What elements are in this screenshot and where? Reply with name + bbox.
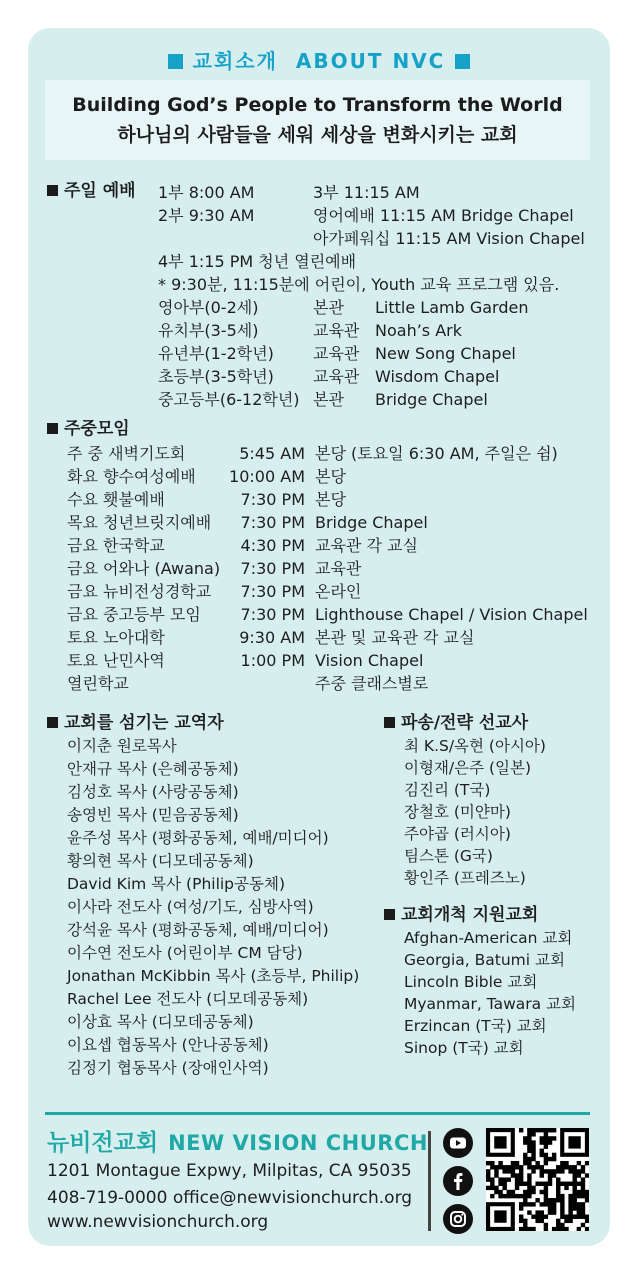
- weekly-place: 본당 (토요일 6:30 AM, 주일은 쉼): [315, 444, 558, 463]
- tagline-korean: 하나님의 사람들을 세워 세상을 변화시키는 교회: [117, 124, 518, 146]
- weekly-name: 화요 향수여성예배: [67, 467, 196, 486]
- weekly-time: 7:30 PM: [240, 605, 305, 624]
- weekly-place: 본당: [315, 490, 346, 509]
- staff-item: 송영빈 목사 (믿음공동체): [67, 806, 239, 824]
- facebook-icon[interactable]: [443, 1166, 473, 1196]
- sunday-worship-title: 주일 예배: [47, 180, 136, 203]
- footer-divider: [45, 1112, 590, 1115]
- weekly-place: 교육관: [315, 559, 362, 578]
- education-room: Noah’s Ark: [375, 321, 462, 340]
- education-building: 본관: [313, 390, 344, 409]
- church-name-english: NEW VISION CHURCH: [168, 1131, 428, 1155]
- weekly-time: 1:00 PM: [240, 651, 305, 670]
- qr-code-icon[interactable]: [486, 1128, 589, 1231]
- weekly-time: 7:30 PM: [240, 513, 305, 532]
- education-dept: 유년부(1-2학년): [158, 344, 274, 363]
- plant-item: Erzincan (T국) 교회: [404, 1017, 547, 1035]
- plant-item: Georgia, Batumi 교회: [404, 951, 565, 969]
- square-icon: [168, 54, 183, 69]
- staff-item: 김성호 목사 (사랑공동체): [67, 783, 239, 801]
- staff-item: 김정기 협동목사 (장애인사역): [67, 1059, 269, 1077]
- missionaries-title: 파송/전략 선교사: [384, 712, 528, 735]
- education-room: New Song Chapel: [375, 344, 516, 363]
- church-name: [47, 1124, 428, 1157]
- education-building: 본관: [313, 298, 344, 317]
- staff-item: David Kim 목사 (Philip공동체): [67, 875, 285, 893]
- square-bullet-icon: [384, 717, 395, 728]
- sunday-service-left: 4부 1:15 PM 청년 열린예배: [158, 252, 357, 271]
- staff-item: 안재규 목사 (은혜공동체): [67, 760, 239, 778]
- education-room: Wisdom Chapel: [375, 367, 500, 386]
- contact-line[interactable]: 408-719-0000 office@newvisionchurch.org: [47, 1188, 413, 1208]
- youtube-icon[interactable]: [443, 1128, 473, 1158]
- education-dept: 유치부(3-5세): [158, 321, 259, 340]
- square-bullet-icon: [384, 909, 395, 920]
- instagram-icon[interactable]: [443, 1204, 473, 1234]
- staff-item: 이요셉 협동목사 (안나공동체): [67, 1036, 269, 1054]
- weekly-place: 본당: [315, 467, 346, 486]
- plant-item: Myanmar, Tawara 교회: [404, 995, 577, 1013]
- weekly-name: 토요 노아대학: [67, 628, 165, 647]
- weekly-place: 주중 클래스별로: [315, 674, 429, 693]
- missionary-item: 김진리 (T국): [404, 781, 491, 799]
- weekly-name: 수요 횃불예배: [67, 490, 165, 509]
- missionary-item: 주야곱 (러시아): [404, 825, 511, 843]
- sunday-service-left: * 9:30분, 11:15분에 어린이, Youth 교육 프로그램 있음.: [158, 275, 560, 294]
- tagline-box: [45, 80, 590, 160]
- missionary-item: 팀스톤 (G국): [404, 847, 493, 865]
- weekly-name: 금요 중고등부 모임: [67, 605, 201, 624]
- education-building: 교육관: [313, 367, 360, 386]
- staff-item: 이사라 전도사 (여성/기도, 심방사역): [67, 898, 314, 916]
- sunday-service-right: 영어예배 11:15 AM Bridge Chapel: [313, 206, 574, 225]
- weekly-place: Vision Chapel: [315, 651, 424, 670]
- staff-item: 황의현 목사 (디모데공동체): [67, 852, 254, 870]
- weekly-time: 7:30 PM: [240, 559, 305, 578]
- missionary-item: 황인주 (프레즈노): [404, 869, 526, 887]
- weekly-place: 온라인: [315, 582, 362, 601]
- weekly-time: 10:00 AM: [229, 467, 305, 486]
- staff-item: 강석윤 목사 (평화공동체, 예배/미디어): [67, 921, 329, 939]
- weekly-place: Bridge Chapel: [315, 513, 428, 532]
- section-header: [0, 45, 638, 74]
- tagline-english: Building God’s People to Transform the World: [72, 94, 563, 116]
- sunday-service-right: 3부 11:15 AM: [313, 183, 420, 202]
- weekly-name: 금요 뉴비전성경학교: [67, 582, 212, 601]
- weekly-time: 7:30 PM: [240, 582, 305, 601]
- weekly-time: 7:30 PM: [240, 490, 305, 509]
- weekly-name: 열린학교: [67, 674, 129, 693]
- square-bullet-icon: [47, 185, 58, 196]
- education-room: Little Lamb Garden: [375, 298, 529, 317]
- staff-item: 윤주성 목사 (평화공동체, 예배/미디어): [67, 829, 329, 847]
- education-dept: 영아부(0-2세): [158, 298, 259, 317]
- footer-separator: [428, 1131, 431, 1231]
- staff-item: Rachel Lee 전도사 (디모데공동체): [67, 990, 309, 1008]
- website-link[interactable]: www.newvisionchurch.org: [47, 1212, 269, 1232]
- weekly-name: 주 중 새벽기도회: [67, 444, 186, 463]
- address: 1201 Montague Expwy, Milpitas, CA 95035: [47, 1161, 412, 1181]
- weekly-name: 금요 한국학교: [67, 536, 165, 555]
- education-dept: 중고등부(6-12학년): [158, 390, 300, 409]
- plant-item: Lincoln Bible 교회: [404, 973, 538, 991]
- weekly-name: 목요 청년브릿지예배: [67, 513, 212, 532]
- education-room: Bridge Chapel: [375, 390, 488, 409]
- weekly-name: 토요 난민사역: [67, 651, 165, 670]
- weekly-place: Lighthouse Chapel / Vision Chapel: [315, 605, 588, 624]
- staff-item: 이상효 목사 (디모데공동체): [67, 1013, 254, 1031]
- missionary-item: 이형재/은주 (일본): [404, 759, 532, 777]
- staff-item: 이지춘 원로목사: [67, 737, 177, 755]
- header-korean: 교회소개: [192, 49, 278, 73]
- weekly-name: 금요 어와나 (Awana): [67, 559, 221, 578]
- staff-title: 교회를 섬기는 교역자: [47, 712, 224, 735]
- weekly-title: 주중모임: [47, 418, 130, 441]
- church-name-korean: 뉴비전교회: [47, 1130, 159, 1156]
- header-english: ABOUT NVC: [295, 49, 446, 73]
- square-bullet-icon: [47, 423, 58, 434]
- sunday-service-right: 아가페워십 11:15 AM Vision Chapel: [313, 229, 585, 248]
- weekly-time: 9:30 AM: [239, 628, 305, 647]
- missionary-item: 최 K.S/옥현 (아시아): [404, 737, 546, 755]
- education-dept: 초등부(3-5학년): [158, 367, 274, 386]
- education-building: 교육관: [313, 321, 360, 340]
- weekly-time: 4:30 PM: [240, 536, 305, 555]
- weekly-time: 5:45 AM: [239, 444, 305, 463]
- education-building: 교육관: [313, 344, 360, 363]
- staff-item: 이수연 전도사 (어린이부 CM 담당): [67, 944, 303, 962]
- sunday-service-left: 1부 8:00 AM: [158, 183, 255, 202]
- staff-item: Jonathan McKibbin 목사 (초등부, Philip): [67, 967, 360, 985]
- missionary-item: 장철호 (미얀마): [404, 803, 511, 821]
- plant-item: Sinop (T국) 교회: [404, 1039, 524, 1057]
- plant-item: Afghan-American 교회: [404, 929, 573, 947]
- sunday-service-left: 2부 9:30 AM: [158, 206, 255, 225]
- weekly-place: 본관 및 교육관 각 교실: [315, 628, 475, 647]
- square-bullet-icon: [47, 717, 58, 728]
- weekly-place: 교육관 각 교실: [315, 536, 418, 555]
- plants-title: 교회개척 지원교회: [384, 904, 538, 927]
- square-icon: [455, 54, 470, 69]
